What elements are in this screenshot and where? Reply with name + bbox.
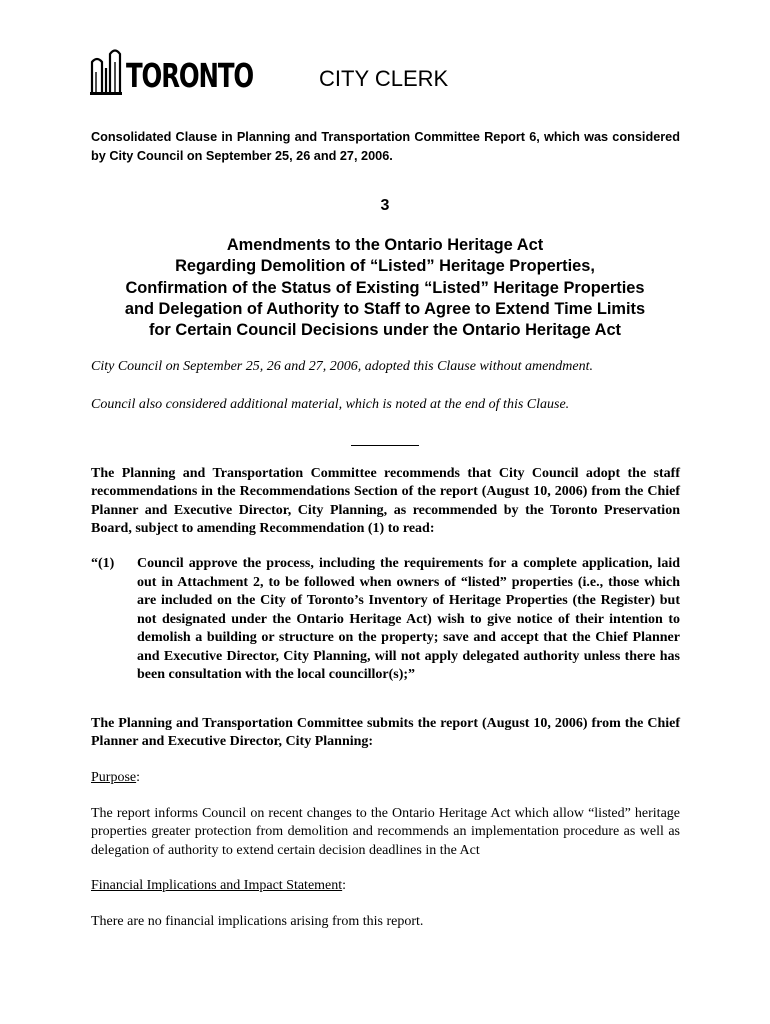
committee-submits: The Planning and Transportation Committee submits the report (August 10, 2006) from the Chief Planner and Executive Director, City Planning: (91, 716, 680, 750)
recommendation-text: Council approve the process, including the requirements for a complete application, laid out in Attachment 2, to be followed when owners of “listed” properties (i.e., those which are included on the City of Toronto’s Inventory of Heritage Properties (the Register) but not designated under the Ontario Heritage Act) wish to give notice of their intention to demolish a building or structure on the property; save and accept that the Chief Planner and Executive Director, City Planning, will not apply delegated authority unless there has been consultation with the local councillor(s);” (137, 556, 680, 682)
city-hall-icon (90, 46, 122, 96)
clause-title (60, 235, 710, 341)
title-line: Regarding Demolition of “Listed” Heritage Properties, (175, 257, 595, 276)
purpose-text: The report informs Council on recent changes to the Ontario Heritage Act which allow “listed” heritage properties greater protection from demolition and recommends an implementation procedure as well as delegation of authority to extend certain decision deadlines in the Act (91, 806, 680, 858)
consolidated-clause-note: Consolidated Clause in Planning and Transportation Committee Report 6, which was considered by City Council on September 25, 26 and 27, 2006. (91, 130, 680, 163)
purpose-heading: Purpose: (91, 770, 141, 785)
title-line: Amendments to the Ontario Heritage Act (226, 236, 544, 254)
toronto-logo (90, 46, 254, 96)
title-line: for Certain Council Decisions under the Ontario Heritage Act (148, 321, 622, 340)
financial-heading-text: Financial Implications and Impact Statement (91, 878, 343, 893)
council-additional-note: Council also considered additional material, which is noted at the end of this Clause. (91, 397, 570, 412)
financial-text: There are no financial implications arising from this report. (91, 914, 424, 929)
recommendation-number: “(1) (91, 556, 115, 571)
clause-number: 3 (380, 197, 390, 214)
council-adoption-note: City Council on September 25, 26 and 27, 2006, adopted this Clause without amendment. (91, 359, 594, 374)
purpose-heading-text: Purpose (91, 770, 137, 785)
title-line: and Delegation of Authority to Staff to Agree to Extend Time Limits (124, 299, 646, 318)
committee-recommendation: The Planning and Transportation Committee recommends that City Council adopt the staff recommendations in the Recommendations Section of the report (August 10, 2006) from the Chief Planner and Executive Director, City Planning, as recommended by the Toronto Preservation Board, subject to amending Recommendation (1) to read: (91, 466, 680, 536)
title-line: Confirmation of the Status of Existing “Listed” Heritage Properties (125, 278, 645, 297)
divider (351, 445, 419, 446)
financial-heading: Financial Implications and Impact Statement: (91, 878, 347, 893)
department-title: CITY CLERK (319, 66, 449, 91)
logo-wordmark: TORONTO (126, 56, 254, 95)
